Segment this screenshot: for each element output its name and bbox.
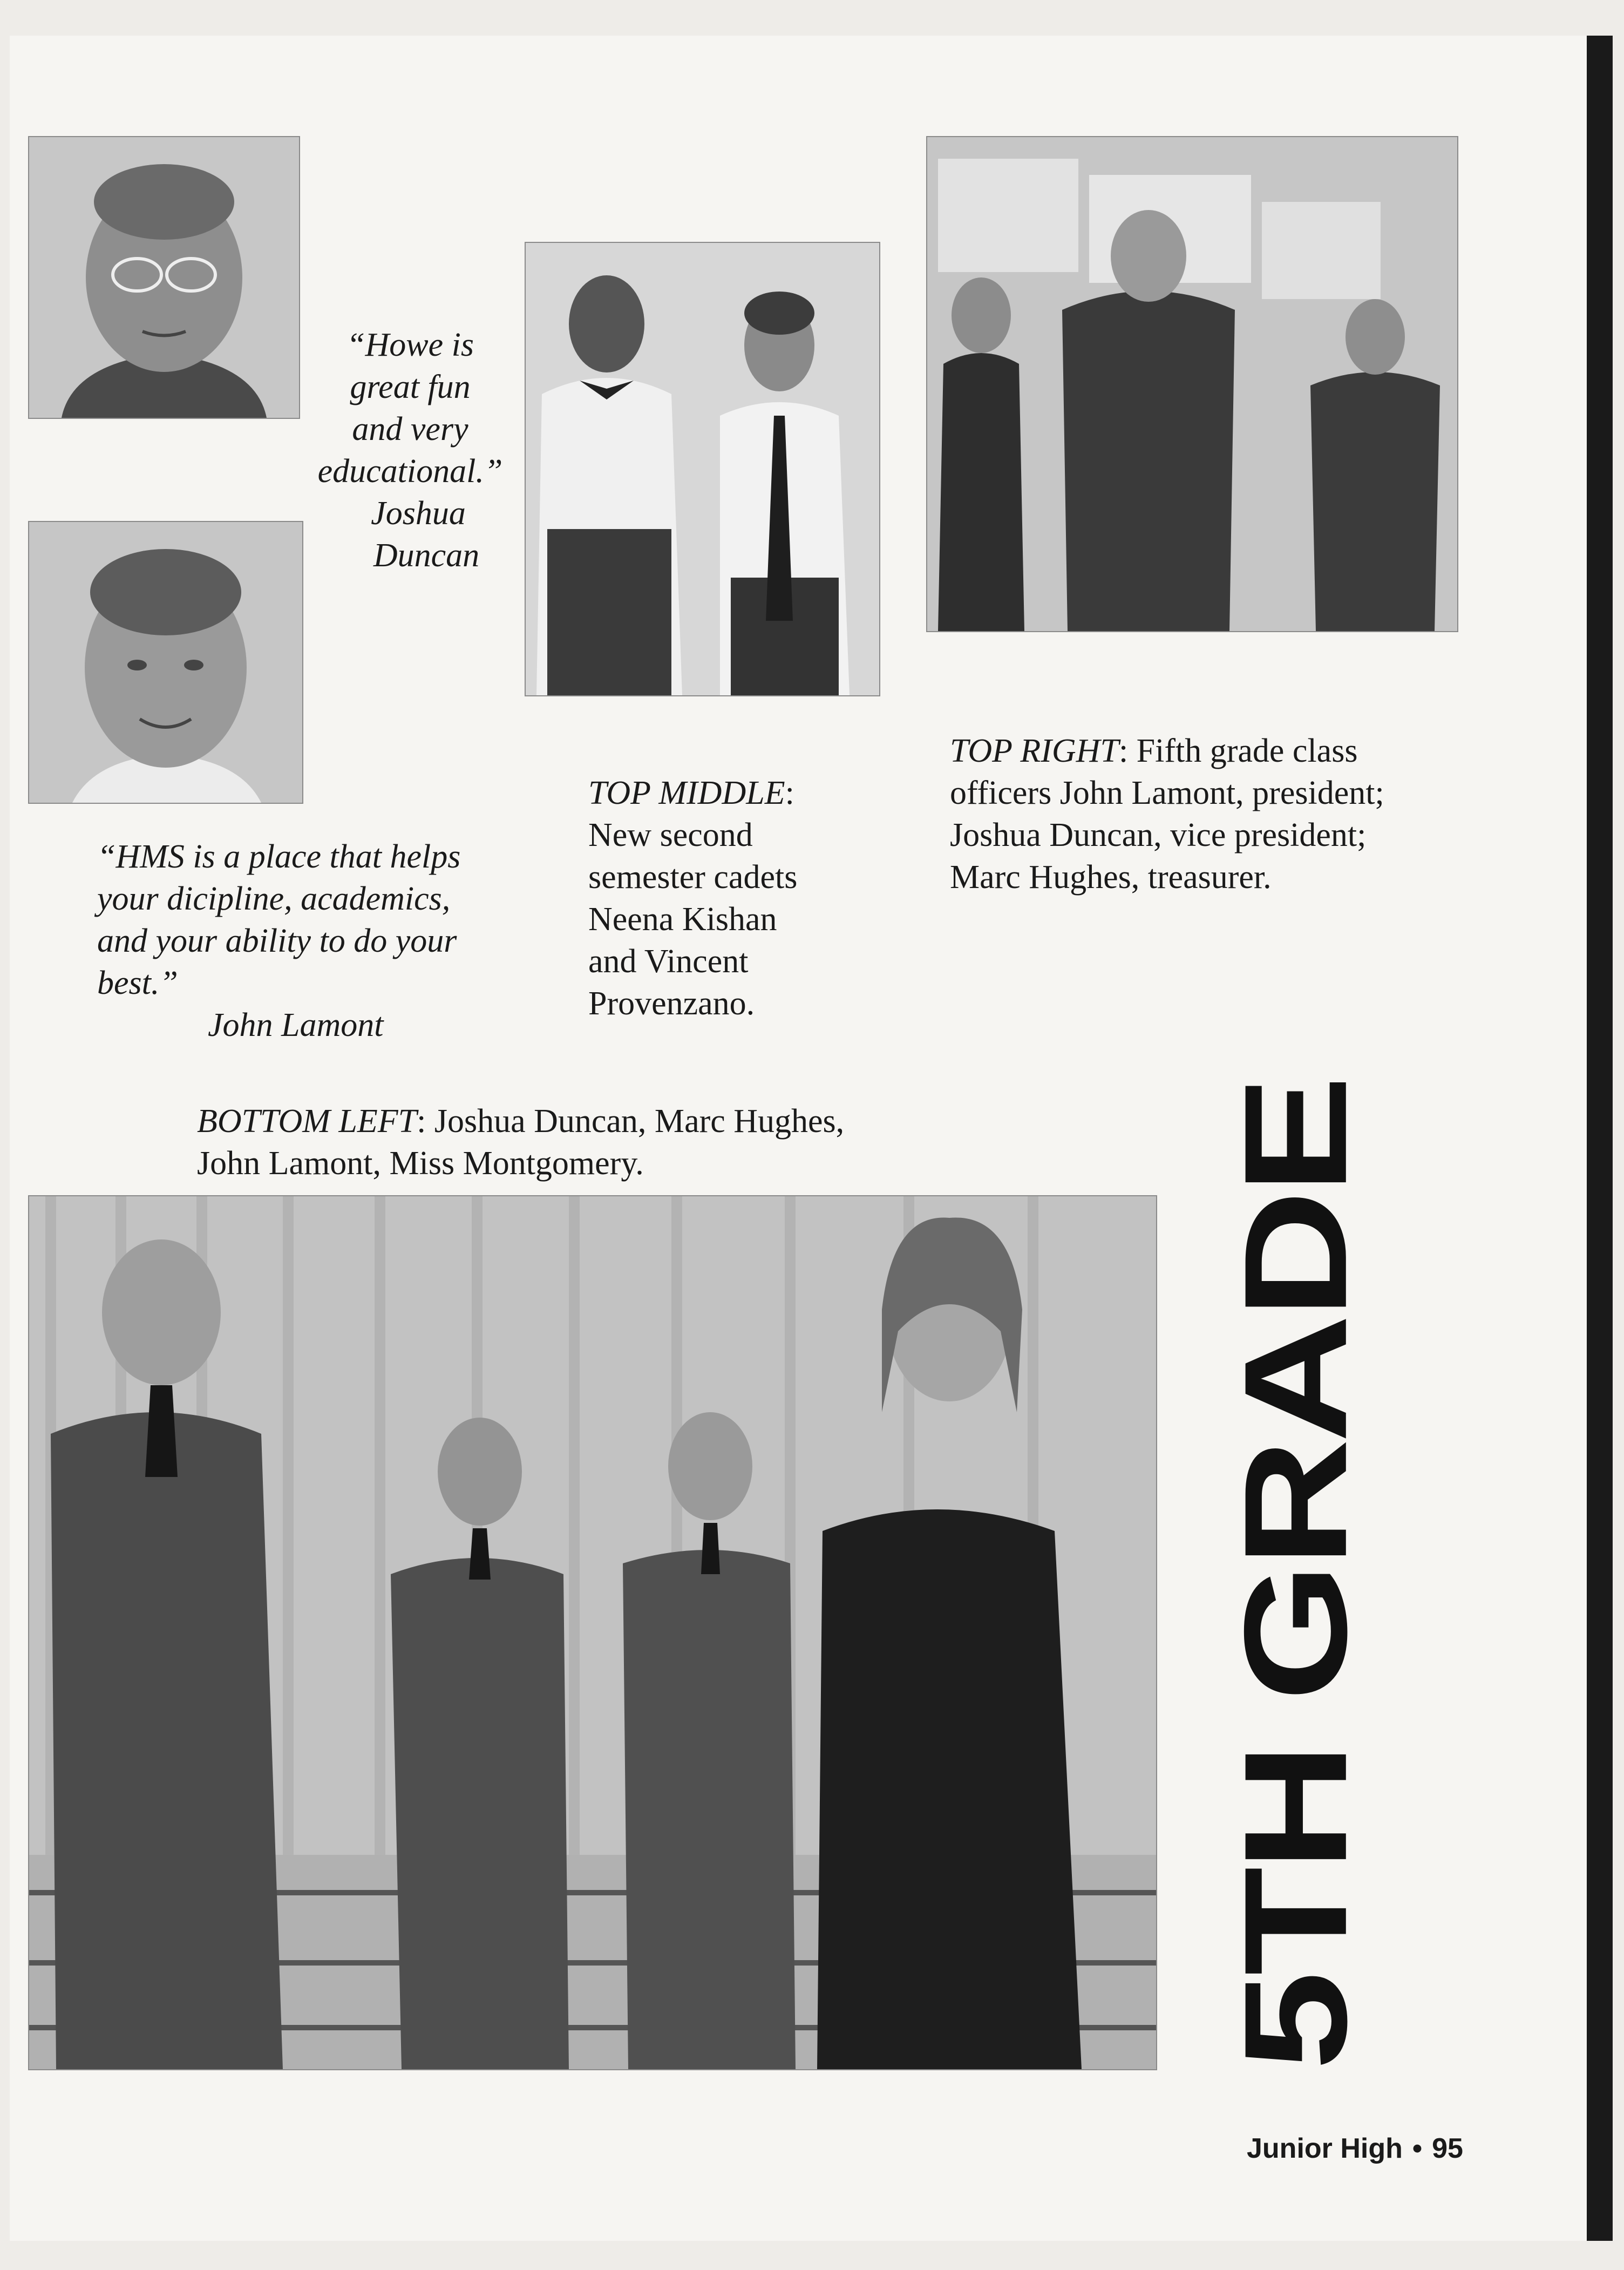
quote-joshua-duncan <box>302 324 518 577</box>
quote-author: John Lamont <box>208 1007 384 1043</box>
quote-line: educational.” <box>317 453 503 490</box>
page-edge-bar <box>1587 36 1613 2241</box>
footer-separator: • <box>1412 2133 1423 2164</box>
caption-heading: TOP RIGHT <box>950 733 1119 769</box>
caption-line: Joshua Duncan, vice president; <box>950 817 1367 853</box>
quote-john-lamont <box>97 836 529 1046</box>
quote-line: “Howe is <box>346 327 474 363</box>
caption-bottom-left <box>197 1100 1007 1184</box>
caption-top-middle: TOP MIDDLE: New second semester cadets Neena Kishan and Vincent Provenzano. <box>588 772 891 1025</box>
caption-line: Neena Kishan <box>588 901 777 938</box>
caption-line: Provenzano. <box>588 985 755 1022</box>
caption-line: John Lamont, Miss Montgomery. <box>197 1145 644 1182</box>
caption-line: : Joshua Duncan, Marc Hughes, <box>417 1103 845 1140</box>
caption-heading: TOP MIDDLE <box>588 775 785 811</box>
bottom-group-photo <box>28 1195 1157 2070</box>
top-right-photo <box>926 136 1458 632</box>
quote-line: best.” <box>97 965 178 1001</box>
top-middle-photo <box>525 242 880 696</box>
quote-line: and very <box>352 411 468 448</box>
quote-line: “HMS is a place that helps <box>97 838 461 875</box>
quote-line: your dicipline, academics, <box>97 880 451 917</box>
caption-line: Marc Hughes, treasurer. <box>950 859 1272 896</box>
quote-author: Duncan <box>373 537 480 574</box>
caption-top-right <box>950 730 1490 898</box>
section-title: 5TH GRADE <box>1213 1080 1377 2070</box>
page-footer <box>1247 2132 1463 2165</box>
caption-heading: BOTTOM LEFT <box>197 1103 417 1140</box>
portrait-joshua-duncan-photo <box>28 136 300 419</box>
quote-line: great fun <box>350 369 471 405</box>
quote-line: and your ability to do your <box>97 923 457 959</box>
caption-line: officers John Lamont, president; <box>950 775 1384 811</box>
quote-author: Joshua <box>371 495 466 532</box>
caption-line: semester cadets <box>588 859 798 896</box>
footer-section: Junior High <box>1247 2133 1403 2164</box>
caption-line: New second <box>588 817 753 853</box>
page-number: 95 <box>1432 2133 1463 2164</box>
caption-line: and Vincent <box>588 943 749 980</box>
portrait-john-lamont-photo <box>28 521 303 804</box>
caption-line: : Fifth grade class <box>1118 733 1358 769</box>
